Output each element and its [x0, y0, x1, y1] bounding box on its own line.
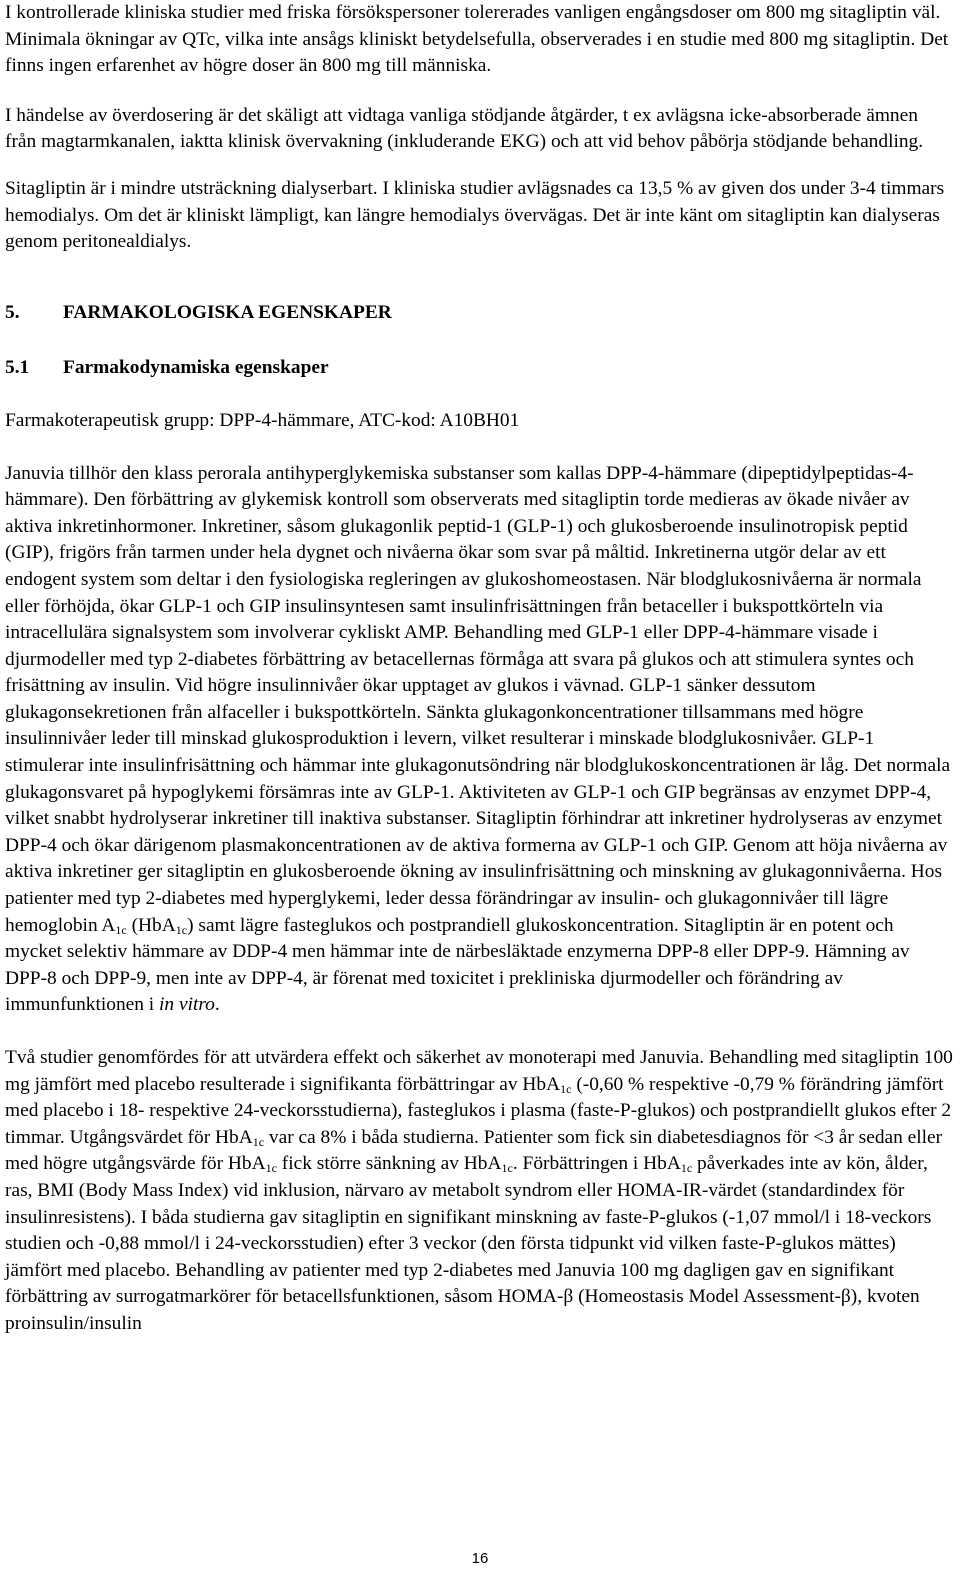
text-run: (HbA: [126, 914, 176, 936]
subscript: 1c: [501, 1161, 513, 1176]
text-run: ) samt lägre fasteglukos och postprandiell glukoskoncentration. Sitagliptin är en potent och mycket selektiv hämmare av DDP-4 men hämmar inte de närbesläktade enzymerna DPP-8 eller DPP-9. Hämning av DPP-8 och DPP-9, men inte av DPP-4, är förenat med toxicitet i prekliniska djurmodeller och förändring av immunfunktionen i: [5, 914, 910, 1016]
paragraph-overdose-effects: I kontrollerade kliniska studier med friska försökspersoner tolererades vanligen engångsdoser om 800 mg sitagliptin väl. Minimala ökningar av QTc, vilka inte ansågs kliniskt betydelsefulla, observerades i en studie med 800 mg sitagliptin. Det finns ingen erfarenhet av högre doser än 800 mg till människa.: [5, 2, 949, 77]
subscript: 1c: [265, 1161, 277, 1176]
section-title: Farmakodynamiska egenskaper: [63, 357, 329, 379]
text-run: fick större sänkning av HbA: [276, 1153, 502, 1175]
text-run: var ca 8% i båda studierna. Patienter som fick sin diabetesdiagnos för <3 år sedan eller med högre utgångsvärde för HbA: [5, 1126, 943, 1175]
subscript: 1c: [560, 1081, 572, 1096]
italic-text: in vitro: [159, 994, 215, 1016]
text-run: .: [214, 994, 220, 1016]
text-run: Januvia tillhör den klass perorala antihyperglykemiska substanser som kallas DPP-4-hämmare (dipeptidylpeptidas-4-hämmare). Den förbättring av glykemisk kontroll som observerats med sitagliptin torde medieras av ökade nivåer av aktiva inkretinhormoner. Inkretiner, såsom glukagonlik peptid-1 (GLP-1) och glukosberoende insulinotropisk peptid (GIP), frigörs från tarmen under hela dygnet och nivåerna ökar som svar på måltid. Inkretinerna utgör delar av ett endogent system som deltar i den fysiologiska regleringen av glukoshomeostasen. När blodglukosnivåerna är normala eller förhöjda, ökar GLP-1 och GIP insulinsyntesen samt insulinfrisättningen från betaceller i bukspottkörteln via intracellulära signalsystem som involverar cykliskt AMP. Behandling med GLP-1 eller DPP-4-hämmare visade i djurmodeller med typ 2-diabetes förbättring av betacellernas förmåga att svara på glukos och att stimulera syntes och frisättning av insulin. Vid högre insulinnivåer ökar upptaget av glukos i vävnad. GLP-1 sänker dessutom glukagonsekretionen från alfaceller i bukspottkörteln. Sänkta glukagonkoncentrationer tillsammans med högre insulinnivåer leder till minskad glukosproduktion i levern, vilket resulterar i minskade blodglukosnivåer. GLP-1 stimulerar inte insulinfrisättning och hämmar inte glukagonutsöndring när blodglukoskoncentrationen är låg. Det normala glukagonsvaret på hypoglykemi försämras inte av GLP-1. Aktiviteten av GLP-1 och GIP begränsas av enzymet DPP-4, vilket snabbt hydrolyserar inkretiner till inaktiva substanser. Sitagliptin förhindrar att inkretiner hydrolyseras av enzymet DPP-4 och ökar därigenom plasmakoncentrationen av de aktiva formerna av GLP-1 och GIP. Genom att höja nivåerna av aktiva inkretiner ger sitagliptin en glukosberoende ökning av insulinfrisättning och minskning av glukagonnivåerna. Hos patienter med typ 2-diabetes med hyperglykemi, leder dessa förändringar av insulin- och glukagonnivåer till lägre hemoglobin A: [5, 462, 951, 936]
section-heading-5-1: [5, 355, 953, 382]
paragraph-overdose-treatment: I händelse av överdosering är det skäligt att vidtaga vanliga stödjande åtgärder, t ex avlägsna icke-absorberade ämnen från magtarmkanalen, iaktta klinisk övervakning (inkluderande EKG) och att vid behov påbörja stödjande behandling.: [5, 104, 924, 153]
text-run: Två studier genomfördes för att utvärdera effekt och säkerhet av monoterapi med Januvia. Behandling med sitagliptin 100 mg jämfört med placebo resulterade i signifikanta förbättringar av HbA: [5, 1047, 953, 1095]
subscript: 1c: [252, 1134, 265, 1149]
text-run: (-0,60 % respektive -0,79 % förändring jämfört med placebo i 18- respektive 24-veckorsstudierna), fasteglukos i plasma (faste-P-glukos) och postprandiellt glukos efter 2 timmar. Utgångsvärdet för HbA: [5, 1073, 952, 1148]
text-run: . Förbättringen i HbA: [512, 1153, 681, 1175]
text-run: påverkades inte av kön, ålder, ras, BMI (Body Mass Index) vid inklusion, närvaro av metabolt syndrom eller HOMA-IR-värdet (standardindex för insulinresistens). I båda studierna gav sitagliptin en signifikant minskning av faste-P-glukos (-1,07 mmol/l i 18-veckors studien och -0,88 mmol/l i 24-veckorsstudien) efter 3 veckor (den första tidpunkt vid vilken faste-P-glukos mättes) jämfört med placebo. Behandling av patienter med typ 2-diabetes med Januvia 100 mg dagligen gav en signifikant förbättring av surrogatmarkörer för betacellsfunktionen, såsom HOMA-β (Homeostasis Model Assessment-β), kvoten proinsulin/insulin: [5, 1153, 932, 1334]
subscript: 1c: [680, 1161, 693, 1176]
section-number: 5.1: [5, 357, 30, 379]
section-number: 5.: [5, 301, 20, 323]
paragraph-dialysis: Sitagliptin är i mindre utsträckning dialyserbart. I kliniska studier avlägsnades ca 13,5 % av given dos under 3-4 timmars hemodialys. Om det är kliniskt lämpligt, kan längre hemodialys övervägas. Det är inte känt om sitagliptin kan dialyseras genom peritonealdialys.: [5, 177, 945, 253]
page-number: 16: [471, 1550, 489, 1567]
paragraph-mechanism-of-action: [5, 461, 953, 1019]
subscript: 1c: [175, 922, 188, 937]
paragraph-pharmacotherapeutic-group: Farmakoterapeutisk grupp: DPP-4-hämmare, ATC-kod: A10BH01: [5, 409, 520, 431]
section-title: FARMAKOLOGISKA EGENSKAPER: [63, 301, 392, 323]
section-heading-5: [5, 300, 953, 327]
document-page: [5, 0, 953, 1338]
subscript: 1c: [115, 922, 127, 937]
paragraph-clinical-studies: [5, 1045, 953, 1338]
